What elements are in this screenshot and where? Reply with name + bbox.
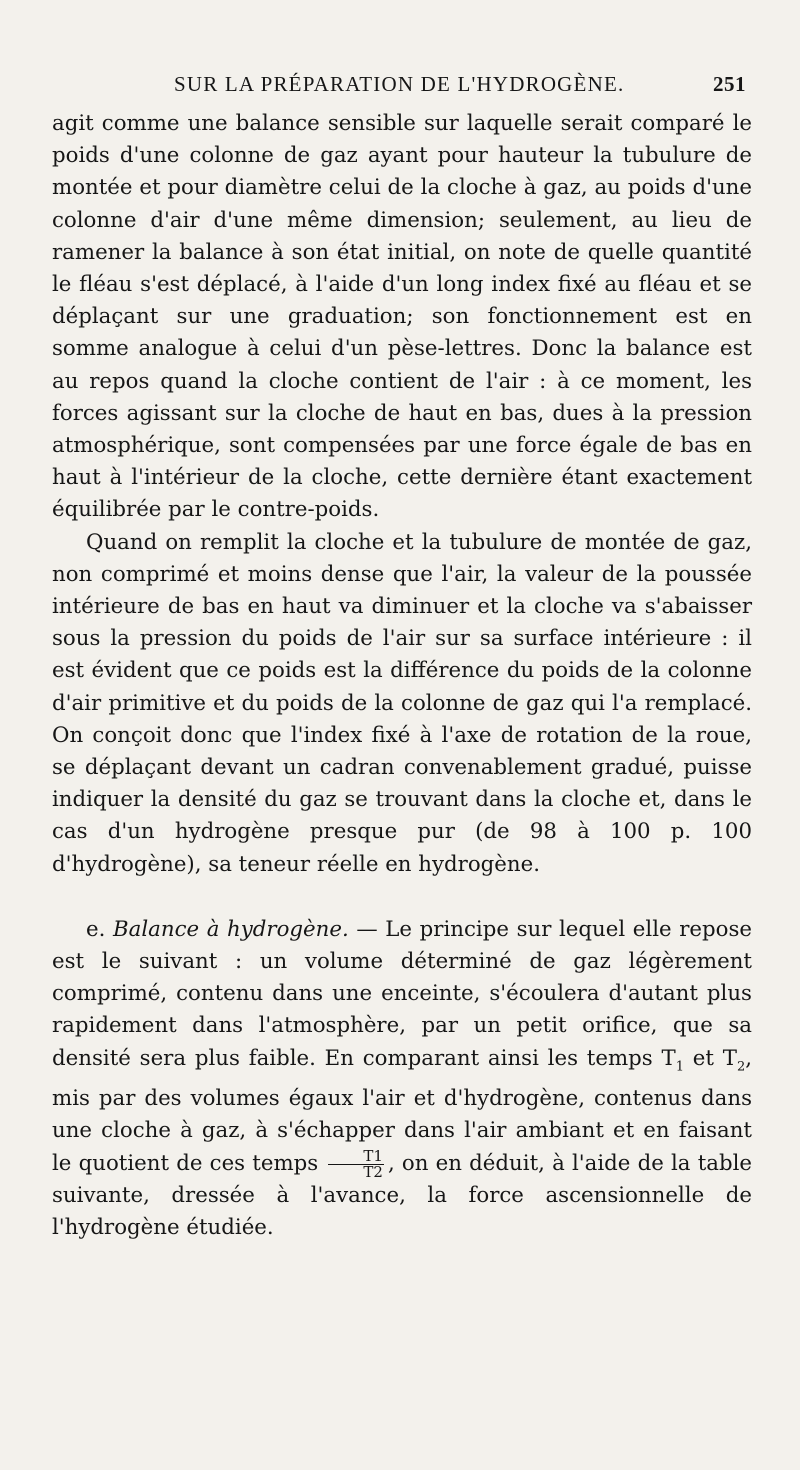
section-dash: — <box>356 916 378 942</box>
paragraph-continuation: agit comme une balance sensible sur laquelle serait comparé le poids d'une colonne de gaz ayant pour hauteur la tubulure de montée et pour diamètre celui de la cloche à gaz, au poids d'une colonne d'air d'une même dimension; seulement, au lieu de ramener la balance à son état initial, on note de quelle quantité le fléau s'est déplacé, à l'aide d'un long index fixé au fléau et se déplaçant sur une graduation; son fonctionnement est en somme analogue à celui d'un pèse-lettres. Donc la balance est au repos quand la cloche contient de l'air : à ce moment, les forces agissant sur la cloche de haut en bas, dues à la pression atmosphérique, sont compensées par une force égale de bas en haut à l'intérieur de la cloche, cette dernière étant exactement équilibrée par le contre-poids. <box>52 111 752 523</box>
time-ratio-fraction <box>328 1146 384 1181</box>
paragraph-filling: Quand on remplit la cloche et la tubulure de montée de gaz, non comprimé et moins dense que l'air, la valeur de la poussée intérieure de bas en haut va diminuer et la cloche va s'abaisser sous la pression du poids de l'air sur sa surface intérieure : il est évident que ce poids est la différence du poids de la colonne d'air primitive et du poids de la colonne de gaz qui l'a remplacé. On conçoit donc que l'index fixé à l'axe de rotation de la roue, se déplaçant devant un cadran convenablement gradué, puisse indiquer la densité du gaz se trouvant dans la cloche et, dans le cas d'un hydrogène presque pur (de 98 à 100 p. 100 d'hydrogène), sa teneur réelle en hydrogène. <box>52 529 752 877</box>
section-letter: e. <box>86 916 106 942</box>
subscript-1: 1 <box>675 1058 684 1074</box>
section-text-part1: Le principe sur lequel elle repose est le suivant : un volume déterminé de gaz légèrement comprimé, contenu dans une enceinte, s'écoulera d'autant plus rapidement dans l'atmosphère, par un petit orifice, que sa densité sera plus faible. En comparant ainsi les temps T <box>52 916 752 1071</box>
subscript-2: 2 <box>736 1058 746 1074</box>
page-number: 251 <box>713 72 746 96</box>
section-title: Balance à hydrogène. <box>113 916 349 942</box>
section-text-part3: , on en déduit, à l'aide de la table suivante, dressée à l'avance, la force ascensionnelle de l'hydrogène étudiée. <box>52 1150 752 1240</box>
section-text-and: et T <box>684 1045 737 1071</box>
running-header <box>52 72 752 108</box>
section-text-part2: , mis par des volumes égaux l'air et d'hydrogène, contenus dans une cloche à gaz, à s'échapper dans l'air ambiant et en faisant le quotient de ces temps <box>52 1045 752 1176</box>
running-title: SUR LA PRÉPARATION DE L'HYDROGÈNE. <box>174 72 625 96</box>
body-text <box>52 108 752 1244</box>
fraction-denominator: T2 <box>363 1162 383 1181</box>
section-e-paragraph <box>52 914 752 1244</box>
fraction-numerator: T1 <box>328 1149 384 1165</box>
